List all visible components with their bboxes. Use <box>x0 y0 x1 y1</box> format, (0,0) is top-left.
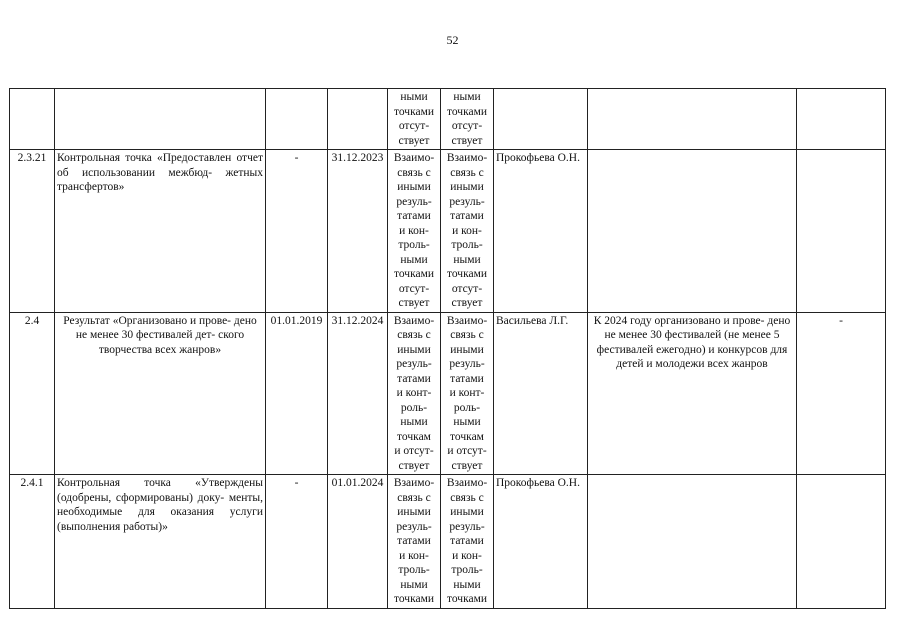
cell-name: Результат «Организовано и прове- дено не менее 30 фестивалей дет- ского творчества всех жанров» <box>55 312 266 475</box>
relation-line: ствует <box>398 134 430 147</box>
relation-line: и кон- <box>452 549 482 562</box>
relation-line: точками <box>393 268 435 280</box>
relation-line: ными <box>453 253 481 266</box>
cell-extra <box>797 150 886 313</box>
relation-line: роль- <box>453 401 481 414</box>
table-row <box>10 312 886 475</box>
relation-line: троль- <box>451 564 483 576</box>
relation-line: иными <box>397 343 431 356</box>
relation-line: точкам <box>397 430 431 443</box>
relation-line: связь с <box>397 166 431 179</box>
relation-line: связь с <box>397 491 431 504</box>
relation-line: татами <box>397 210 431 222</box>
cell-responsible: Прокофьева О.Н. <box>494 475 588 609</box>
cell-extra <box>797 89 886 150</box>
relation-line: связь с <box>450 329 484 341</box>
relation-line: татами <box>450 210 484 222</box>
relation-line: связь с <box>397 329 431 341</box>
relation-line: и кон- <box>399 549 429 562</box>
cell-number <box>10 89 55 150</box>
relation-line: отсут- <box>398 282 430 295</box>
relation-line: Взаимо- <box>446 477 488 489</box>
relation-line: роль- <box>400 401 428 414</box>
cell-number: 2.4.1 <box>10 475 55 609</box>
relation-line: резуль- <box>396 358 432 370</box>
cell-end-date: 31.12.2023 <box>328 150 388 313</box>
cell-end-date: 01.01.2024 <box>328 475 388 609</box>
relation-line: ными <box>453 578 481 591</box>
relation-line: иными <box>397 181 431 193</box>
relation-line: татами <box>397 535 431 547</box>
relation-line: ствует <box>398 297 430 309</box>
relation-line: ствует <box>451 134 483 147</box>
page-number: 52 <box>446 33 459 47</box>
relation-line: ными <box>453 91 481 103</box>
cell-start-date: - <box>266 475 328 609</box>
relation-line: троль- <box>398 564 430 576</box>
relation-line: резуль- <box>396 520 432 533</box>
relation-line: татами <box>450 372 484 385</box>
relation-line: татами <box>450 535 484 547</box>
cell-start-date: - <box>266 150 328 313</box>
relation-line: резуль- <box>449 358 485 370</box>
relation-line: иными <box>397 506 431 518</box>
relation-line: точками <box>393 593 435 605</box>
cell-result <box>588 475 797 609</box>
relation-line: троль- <box>451 239 483 251</box>
relation-line: точками <box>446 105 488 118</box>
cell-responsible: Васильева Л.Г. <box>494 312 588 475</box>
relation-line: точками <box>393 105 435 118</box>
relation-line: и конт- <box>396 387 432 399</box>
relation-line: иными <box>450 506 484 518</box>
cell-result <box>588 89 797 150</box>
cell-relation-next <box>441 89 494 150</box>
table-row <box>10 475 886 609</box>
relation-line: Взаимо- <box>393 477 435 489</box>
relation-line: Взаимо- <box>446 314 488 327</box>
relation-line: точками <box>446 593 488 605</box>
relation-line: точками <box>446 268 488 280</box>
table-row <box>10 150 886 313</box>
cell-relation-next <box>441 312 494 475</box>
cell-relation-next <box>441 475 494 609</box>
relation-line: ными <box>453 416 481 428</box>
relation-line: иными <box>450 343 484 356</box>
cell-start-date <box>266 89 328 150</box>
cell-name: Контрольная точка «Предоставлен отчет об использовании межбюд- жетных трансфертов» <box>55 150 266 313</box>
cell-end-date: 31.12.2024 <box>328 312 388 475</box>
cell-number: 2.4 <box>10 312 55 475</box>
cell-extra <box>797 475 886 609</box>
cell-result <box>588 150 797 313</box>
table-row <box>10 89 886 150</box>
relation-line: точкам <box>450 430 484 443</box>
relation-line: и отсут- <box>394 445 434 457</box>
relation-line: и отсут- <box>447 445 487 457</box>
relation-line: резуль- <box>396 195 432 208</box>
cell-relation-previous <box>388 150 441 313</box>
relation-line: отсут- <box>398 120 430 132</box>
cell-end-date <box>328 89 388 150</box>
plan-table <box>9 88 886 609</box>
cell-number: 2.3.21 <box>10 150 55 313</box>
cell-relation-previous <box>388 89 441 150</box>
relation-line: Взаимо- <box>446 152 488 164</box>
cell-responsible <box>494 89 588 150</box>
relation-line: отсут- <box>451 120 483 132</box>
relation-line: и кон- <box>452 224 482 237</box>
cell-responsible: Прокофьева О.Н. <box>494 150 588 313</box>
relation-line: ствует <box>451 459 483 472</box>
relation-line: иными <box>450 181 484 193</box>
relation-line: ными <box>400 578 428 591</box>
cell-start-date: 01.01.2019 <box>266 312 328 475</box>
relation-line: татами <box>397 372 431 385</box>
relation-line: связь с <box>450 491 484 504</box>
relation-line: ными <box>400 416 428 428</box>
relation-line: ствует <box>398 459 430 472</box>
cell-result: К 2024 году организовано и прове- дено не менее 30 фестивалей (не менее 5 фестивалей ежегодно) и конкурсов для детей и молодежи всех жанров <box>588 312 797 475</box>
relation-line: резуль- <box>449 520 485 533</box>
relation-line: и кон- <box>399 224 429 237</box>
cell-name <box>55 89 266 150</box>
relation-line: ными <box>400 253 428 266</box>
relation-line: троль- <box>398 239 430 251</box>
relation-line: связь с <box>450 166 484 179</box>
cell-name: Контрольная точка «Утверждены (одобрены, сформированы) доку- менты, необходимые для оказания услуги (выполнения работы)» <box>55 475 266 609</box>
cell-relation-previous <box>388 312 441 475</box>
relation-line: резуль- <box>449 195 485 208</box>
relation-line: Взаимо- <box>393 152 435 164</box>
relation-line: и конт- <box>449 387 485 399</box>
cell-relation-next <box>441 150 494 313</box>
relation-line: Взаимо- <box>393 314 435 327</box>
relation-line: ными <box>400 91 428 103</box>
cell-extra: - <box>797 312 886 475</box>
relation-line: ствует <box>451 297 483 309</box>
relation-line: отсут- <box>451 282 483 295</box>
cell-relation-previous <box>388 475 441 609</box>
